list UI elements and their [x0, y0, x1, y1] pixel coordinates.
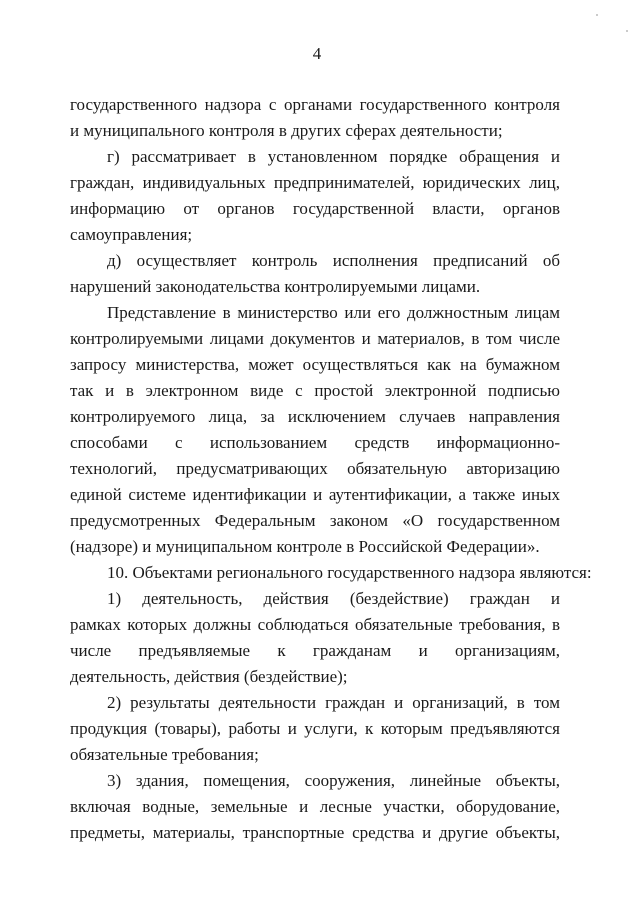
text-line: г) рассматривает в установленном порядке обращения и — [107, 147, 560, 166]
text-line: способами с использованием средств информационно- — [70, 433, 560, 452]
paragraph — [70, 586, 560, 690]
paragraph — [70, 560, 592, 586]
paragraph — [70, 690, 560, 768]
text-line: продукция (товары), работы и услуги, к которым предъявляются — [70, 719, 560, 738]
paragraph — [70, 248, 560, 300]
text-line: единой системе идентификации и аутентификации, а также иных — [70, 485, 560, 504]
text-line: самоуправления; — [70, 225, 193, 244]
text-line: предусмотренных Федеральным законом «О государственном — [70, 511, 560, 530]
text-line: граждан, индивидуальных предпринимателей, юридических лиц, — [70, 173, 560, 192]
text-line: так и в электронном виде с простой электронной подписью — [70, 381, 560, 400]
paragraph — [70, 768, 560, 846]
paragraph — [70, 300, 560, 560]
text-line: деятельность, действия (бездействие); — [70, 667, 348, 686]
scan-speck — [626, 30, 628, 32]
text-line: 2) результаты деятельности граждан и организаций, в том — [107, 693, 560, 712]
text-line: запросу министерства, может осуществляться как на бумажном — [70, 355, 560, 374]
text-line: предметы, материалы, транспортные средства и другие объекты, — [70, 823, 560, 842]
text-line: и муниципального контроля в других сферах деятельности; — [70, 121, 503, 140]
document-body — [70, 92, 592, 846]
paragraph — [70, 92, 560, 144]
text-line: информацию от органов государственной власти, органов — [70, 199, 560, 218]
text-line: включая водные, земельные и лесные участки, оборудование, — [70, 797, 560, 816]
paragraph — [70, 144, 560, 248]
text-line: д) осуществляет контроль исполнения предписаний об — [107, 251, 560, 270]
text-line: обязательные требования; — [70, 745, 259, 764]
text-line: технологий, предусматривающих обязательную авторизацию — [70, 459, 560, 478]
scan-speck — [596, 14, 598, 16]
text-line: числе предъявляемые к гражданам и организациям, — [70, 641, 560, 660]
text-line: (надзоре) и муниципальном контроле в Российской Федерации». — [70, 537, 540, 556]
text-line: 3) здания, помещения, сооружения, линейные объекты, — [107, 771, 560, 790]
text-line: 10. Объектами регионального государственного надзора являются: — [107, 563, 592, 582]
text-line: государственного надзора с органами государственного контроля — [70, 95, 560, 114]
text-line: рамках которых должны соблюдаться обязательные требования, в — [70, 615, 560, 634]
text-line: 1) деятельность, действия (бездействие) граждан и — [107, 589, 560, 608]
text-line: Представление в министерство или его должностным лицам — [107, 303, 560, 322]
text-line: контролируемыми лицами документов и материалов, в том числе — [70, 329, 560, 348]
text-line: контролируемого лица, за исключением случаев направления — [70, 407, 560, 426]
page-number: 4 — [312, 44, 322, 63]
text-line: нарушений законодательства контролируемыми лицами. — [70, 277, 481, 296]
